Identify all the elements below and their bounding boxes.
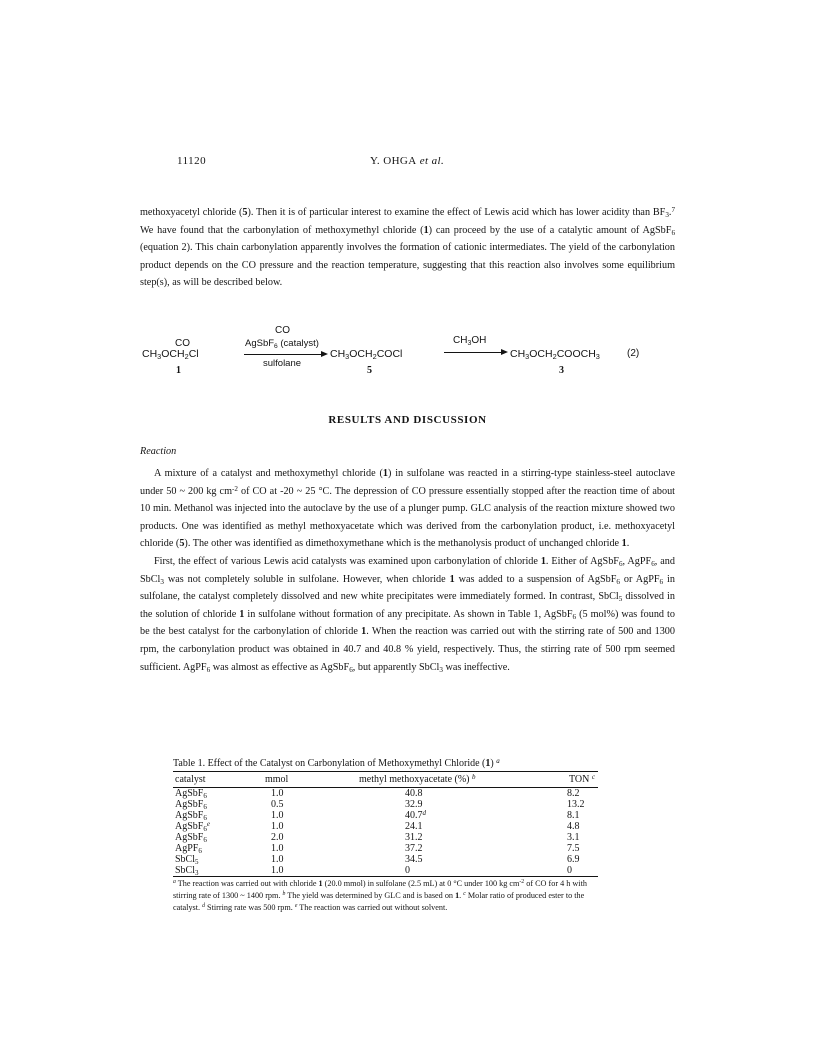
table-header-cell: TON $^c$ <box>569 773 595 785</box>
table-row <box>173 799 598 810</box>
section-heading: RESULTS AND DISCUSSION <box>328 414 487 426</box>
table-cell-ton: 7.5 <box>567 843 580 854</box>
table-caption <box>173 758 598 769</box>
eq-reagent-methanol: $CH_3OH$ <box>453 335 487 347</box>
table-cell-mmol: 1.0 <box>271 788 284 799</box>
table-cell-yield: 31.2 <box>405 832 423 843</box>
eq-reactant-label: 1 <box>176 365 181 376</box>
body-paragraph-1: A mixture of a catalyst and methoxymethyl chloride (1) in sulfolane was reacted in a stirring-type stainless-steel autoclave under 50 ~ 200 kg $cm^{-2}$ of CO at -20 ~ 25 °C. The depression of CO pressure essentially stopped after the reaction time of about 10 min. Methanol was injected into the autoclave by the use of a plunger pump. GLC analysis of the reaction mixture showed two products. One was identified as methyl methoxyacetate which was derived from the carbonylation product, i.e. methoxyacetyl chloride (5). The other was identified as dimethoxymethane which is the methanolysis product of unchanged chloride 1. <box>140 468 676 550</box>
body-paragraph-2: First, the effect of various Lewis acid catalysts was examined upon carbonylation of chloride 1. Either of AgSbF$_6$, AgPF$_6$, and SbCl$_3$ was not completely soluble in sulfolane. However, when chloride 1 was added to a suspension of AgSbF$_6$ or AgPF$_6$ in sulfolane, the catalyst completely dissolved and new white precipitates were immediately formed. In contrast, SbCl$_5$ dissolved in the solution of chloride 1 in sulfolane without formation of any precipitate. As shown in Table 1, AgSbF$_6$ (5 mol%) was found to be the best catalyst for the carbonylation of chloride 1. When the reaction was carried out with the stirring rate of 500 and 1300 rpm, the carbonylation product was obtained in 40.7 and 40.8 % yield, respectively. Thus, the stirring rate of 500 rpm seemed sufficient. AgPF$_6$ was almost as effective as AgSbF$_6$, but apparently SbCl$_3$ was ineffective. <box>140 555 675 674</box>
table-cell-catalyst: AgSbF$_6^e$ <box>175 820 210 833</box>
subsection-heading: Reaction <box>140 446 177 457</box>
table-cell-catalyst: AgSbF$_6$ <box>175 832 207 844</box>
table-caption-note: a <box>496 757 500 765</box>
table-cell-catalyst: AgSbF$_6$ <box>175 799 207 811</box>
eq-arrow-1-line <box>244 354 322 355</box>
table-cell-catalyst: SbCl$_3$ <box>175 865 199 877</box>
table-cell-catalyst: AgPF$_6$ <box>175 843 202 855</box>
table-cell-yield: 32.9 <box>405 799 423 810</box>
eq-arrow-2-head <box>501 349 508 355</box>
eq-arrow-1-head <box>321 351 328 357</box>
table-cell-yield: 40.8 <box>405 788 423 799</box>
table-row <box>173 788 598 799</box>
table-cell-yield: 0 <box>405 865 410 876</box>
table-row <box>173 843 598 854</box>
table-1 <box>173 758 598 915</box>
running-head <box>370 155 444 167</box>
eq-arrow-2-line <box>444 352 502 353</box>
page-number: 11120 <box>177 155 207 167</box>
table-footnotes: $^a$ The reaction was carried out with chloride 1 (20.0 mmol) in sulfolane (2.5 mL) at 0 °C under 100 kg $cm^{-2}$ of CO for 4 h with stirring rate of 1300 ~ 1400 rpm. $^b$ The yield was determined by GLC and is based on 1. $^c$ Molar ratio of produced ester to the catalyst. $^d$ Stirring rate was 500 rpm. $^e$ The reaction was carried out without solvent. <box>173 879 587 913</box>
eq-reagent-sulfolane: sulfolane <box>263 358 302 369</box>
table-cell-mmol: 1.0 <box>271 865 284 876</box>
table-cell-mmol: 1.0 <box>271 821 284 832</box>
running-head-author: Y. OHGA <box>370 155 417 167</box>
table-header-cell: mmol <box>265 774 289 785</box>
eq-reagent-catalyst: AgSbF$_6$ (catalyst) <box>245 338 319 350</box>
table-row <box>173 832 598 843</box>
table-cell-yield: 34.5 <box>405 854 423 865</box>
table-cell-mmol: 1.0 <box>271 854 284 865</box>
eq-reagent-co-top: CO <box>275 325 290 336</box>
table-bottom-rule <box>173 876 598 877</box>
eq-reagent-co: CO <box>175 338 190 349</box>
table-cell-yield: 40.7$^d$ <box>405 809 426 821</box>
table-caption-text: Table 1. Effect of the Catalyst on Carbonylation of Methoxymethyl Chloride (1) <box>173 758 494 769</box>
intro-paragraph: methoxyacetyl chloride (5). Then it is of particular interest to examine the effect of Lewis acid which has lower acidity than $BF_3.^7$ We have found that the carbonylation of methoxymethyl chloride (1) can proceed by the use of a catalytic amount of AgSbF$_6$ (equation 2). This chain carbonylation apparently involves the formation of cationic intermediates. The yield of the carbonylation product depends on the CO pressure and the reaction temperature, suggesting that this reaction also involves some equilibrium step(s), as will be described below. <box>140 206 675 289</box>
table-cell-yield: 24.1 <box>405 821 423 832</box>
table-grid <box>173 772 598 876</box>
table-cell-mmol: 2.0 <box>271 832 284 843</box>
table-cell-ton: 13.2 <box>567 799 585 810</box>
table-cell-mmol: 1.0 <box>271 843 284 854</box>
table-header-cell: methyl methoxyacetate (%) $^b$ <box>359 773 476 785</box>
table-cell-catalyst: SbCl$_5$ <box>175 854 199 866</box>
eq-intermediate: $CH_3OCH_2COCl$ <box>330 348 403 361</box>
table-cell-mmol: 1.0 <box>271 810 284 821</box>
table-cell-catalyst: AgSbF$_6$ <box>175 810 207 822</box>
intro-text <box>140 204 675 292</box>
table-cell-ton: 6.9 <box>567 854 580 865</box>
table-cell-ton: 3.1 <box>567 832 580 843</box>
reaction-equation <box>140 325 675 395</box>
table-cell-mmol: 0.5 <box>271 799 284 810</box>
eq-number: (2) <box>627 348 640 359</box>
table-cell-yield: 37.2 <box>405 843 423 854</box>
table-header-row <box>173 772 598 787</box>
table-cell-ton: 4.8 <box>567 821 580 832</box>
table-row <box>173 810 598 821</box>
table-cell-ton: 0 <box>567 865 572 876</box>
running-head-et-al: et al. <box>419 155 445 167</box>
table-header-cell: catalyst <box>175 774 206 785</box>
table-cell-catalyst: AgSbF$_6$ <box>175 788 207 800</box>
eq-product-label: 3 <box>559 365 564 376</box>
eq-reactant: $CH_3OCH_2Cl$ <box>142 348 199 361</box>
table-row <box>173 821 598 832</box>
table-body <box>173 788 598 876</box>
table-row <box>173 854 598 865</box>
eq-product: $CH_3OCH_2COOCH_3$ <box>510 348 600 361</box>
table-cell-ton: 8.1 <box>567 810 580 821</box>
body-text <box>140 465 675 676</box>
table-cell-ton: 8.2 <box>567 788 580 799</box>
eq-intermediate-label: 5 <box>367 365 372 376</box>
table-row <box>173 865 598 876</box>
